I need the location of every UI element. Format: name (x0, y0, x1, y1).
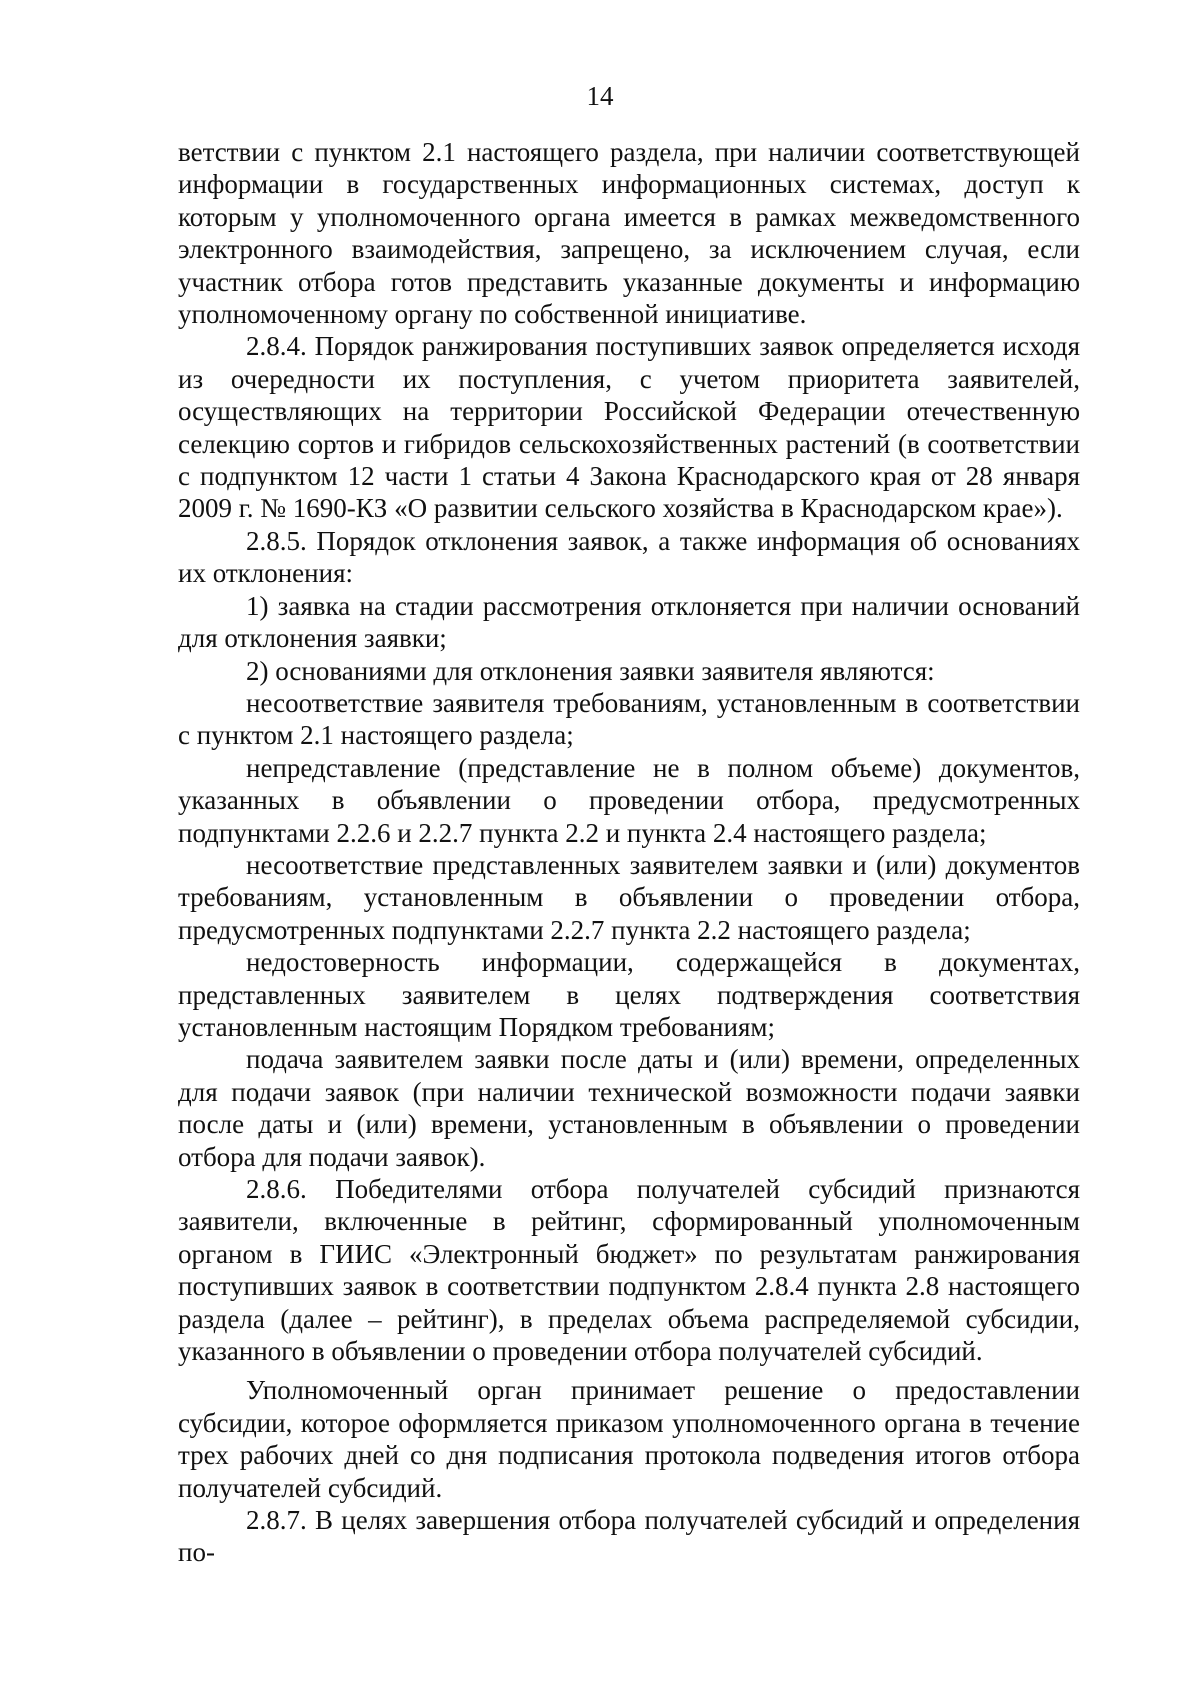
list-item-1: 1) заявка на стадии рассмотрения отклоняется при наличии оснований для отклонения заявки; (178, 590, 1080, 654)
page-number: 14 (586, 81, 614, 111)
paragraph-2-8-7: 2.8.7. В целях завершения отбора получателей субсидий и определения по- (178, 1505, 1080, 1568)
rejection-ground-5: подача заявителем заявки после даты и (или) времени, определенных для подачи заявок (при наличии технической возможности подачи заявки после даты и (или) времени, установленным в объявлении о проведении отбора для подачи заявок). (178, 1044, 1080, 1172)
paragraph-2-8-4: 2.8.4. Порядок ранжирования поступивших заявок определяется исходя из очередности их поступления, с учетом приоритета заявителей, осуществляющих на территории Российской Федерации отечественную селекцию сортов и гибридов сельскохозяйственных растений (в соответствии с подпунктом 12 части 1 статьи 4 Закона Краснодарского края от 28 января 2009 г. № 1690-КЗ «О развитии сельского хозяйства в Краснодарском крае»). (178, 331, 1080, 524)
paragraph-decision: Уполномоченный орган принимает решение о предоставлении субсидии, которое оформляется приказом уполномоченного органа в течение трех рабочих дней со дня подписания протокола подведения итогов отбора получателей субсидий. (178, 1375, 1080, 1503)
list-item-2: 2) основаниями для отклонения заявки заявителя являются: (246, 655, 935, 686)
rejection-ground-2: непредставление (представление не в полном объеме) документов, указанных в объявлении о проведении отбора, предусмотренных подпунктами 2.2.6 и 2.2.7 пункта 2.2 и пункта 2.4 настоящего раздела; (178, 752, 1080, 848)
paragraph-continuation: ветствии с пунктом 2.1 настоящего раздела, при наличии соответствующей информации в государственных информационных системах, доступ к которым у уполномоченного органа имеется в рамках межведомственного электронного взаимодействия, запрещено, за исключением случая, если участник отбора готов представить указанные документы и информацию уполномоченному органу по собственной инициативе. (178, 137, 1080, 330)
paragraph-2-8-6: 2.8.6. Победителями отбора получателей субсидий признаются заявители, включенные в рейтинг, сформированный уполномоченным органом в ГИИС «Электронный бюджет» по результатам ранжирования поступивших заявок в соответствии подпунктом 2.8.4 пункта 2.8 настоящего раздела (далее – рейтинг), в пределах объема распределяемой субсидии, указанного в объявлении о проведении отбора получателей субсидий. (178, 1174, 1080, 1367)
rejection-ground-1: несоответствие заявителя требованиям, установленным в соответствии с пунктом 2.1 настоящего раздела; (178, 687, 1080, 751)
rejection-ground-3: несоответствие представленных заявителем заявки и (или) документов требованиям, установленным в объявлении о проведении отбора, предусмотренных подпунктами 2.2.7 пункта 2.2 настоящего раздела; (178, 849, 1080, 945)
paragraph-2-8-5: 2.8.5. Порядок отклонения заявок, а также информация об основаниях их отклонения: (178, 525, 1080, 589)
document-body (178, 136, 1080, 1569)
rejection-ground-4: недостоверность информации, содержащейся в документах, представленных заявителем в целях подтверждения соответствия установленным настоящим Порядком требованиям; (178, 947, 1080, 1042)
